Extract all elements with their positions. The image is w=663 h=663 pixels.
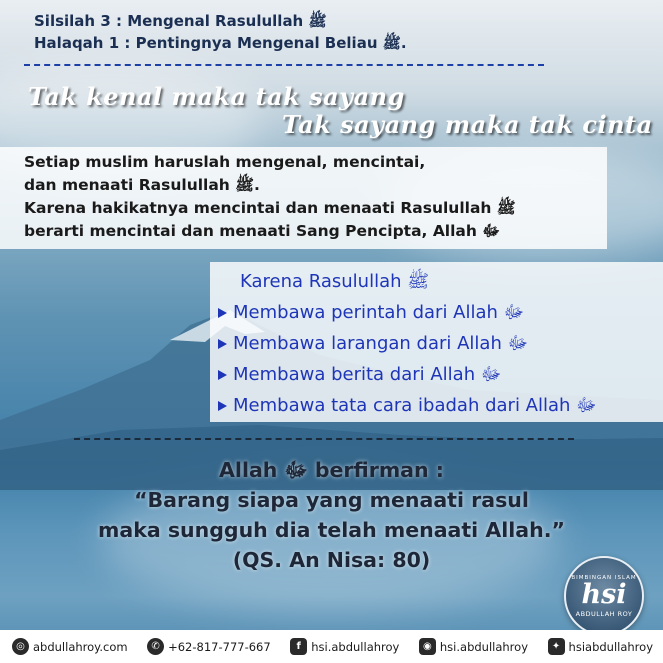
logo-text: hsi xyxy=(581,578,627,610)
slogan-line-2: Tak sayang maka tak cinta xyxy=(282,110,653,139)
footer-facebook[interactable] xyxy=(290,638,399,655)
reason-item-text: Membawa berita dari Allah ﷻ xyxy=(233,364,502,385)
footer-instagram[interactable] xyxy=(419,638,528,655)
whatsapp-icon: ✆ xyxy=(147,638,164,655)
hsi-logo xyxy=(564,556,644,636)
whatsapp-text: +62-817-777-667 xyxy=(168,639,271,654)
quote-line: maka sungguh dia telah menaati Allah.” xyxy=(98,518,565,542)
bullet-triangle-icon xyxy=(218,339,227,349)
quote-line: “Barang siapa yang menaati rasul xyxy=(134,488,529,512)
footer-whatsapp[interactable] xyxy=(147,638,271,655)
bullet-triangle-icon xyxy=(218,370,227,380)
instagram-text: hsi.abdullahroy xyxy=(439,639,528,654)
facebook-text: hsi.abdullahroy xyxy=(311,639,400,654)
reason-item xyxy=(218,390,663,421)
reason-item xyxy=(218,328,663,359)
footer-twitter[interactable] xyxy=(548,638,653,655)
twitter-icon: ✦ xyxy=(548,638,565,655)
reason-item-text: Membawa tata cara ibadah dari Allah ﷻ xyxy=(233,395,597,416)
logo-name: ABDULLAH ROY xyxy=(575,609,633,618)
reason-item xyxy=(218,297,663,328)
bullet-triangle-icon xyxy=(218,308,227,318)
quote-source: (QS. An Nisa: 80) xyxy=(232,548,431,572)
reason-item-text: Membawa perintah dari Allah ﷻ xyxy=(233,302,524,323)
reasons-box xyxy=(210,262,663,422)
quote-intro: Allah ﷻ berfirman : xyxy=(219,458,444,482)
website-text: abdullahroy.com xyxy=(33,639,128,654)
intro-line: Karena hakikatnya mencintai dan menaati Rasulullah ﷺ xyxy=(24,199,516,217)
twitter-text: hsiabdullahroy xyxy=(568,639,653,654)
intro-line: dan menaati Rasulullah ﷺ. xyxy=(24,176,260,194)
reason-item-text: Membawa larangan dari Allah ﷻ xyxy=(233,333,528,354)
logo-top-text: BIMBINGAN ISLAM xyxy=(571,574,637,581)
series-title: Silsilah 3 : Mengenal Rasulullah ﷺ xyxy=(34,12,327,30)
series-header xyxy=(34,10,407,54)
quran-quote xyxy=(0,455,663,575)
intro-line: Setiap muslim haruslah mengenal, mencintai, xyxy=(24,153,426,171)
intro-line: berarti mencintai dan menaati Sang Pencipta, Allah ﷻ xyxy=(24,222,500,240)
bullet-triangle-icon xyxy=(218,401,227,411)
reason-item xyxy=(218,359,663,390)
footer-website[interactable] xyxy=(12,638,128,655)
reasons-title: Karena Rasulullah ﷺ xyxy=(240,271,430,292)
slogan-line-1: Tak kenal maka tak sayang xyxy=(28,82,405,111)
contact-footer xyxy=(0,630,663,663)
globe-icon: ◎ xyxy=(12,638,29,655)
instagram-icon: ◉ xyxy=(419,638,436,655)
intro-box xyxy=(0,147,607,249)
halaqah-title: Halaqah 1 : Pentingnya Mengenal Beliau ﷺ. xyxy=(34,34,407,52)
quote-divider xyxy=(74,438,574,440)
facebook-icon: f xyxy=(290,638,307,655)
header-divider xyxy=(24,64,544,66)
